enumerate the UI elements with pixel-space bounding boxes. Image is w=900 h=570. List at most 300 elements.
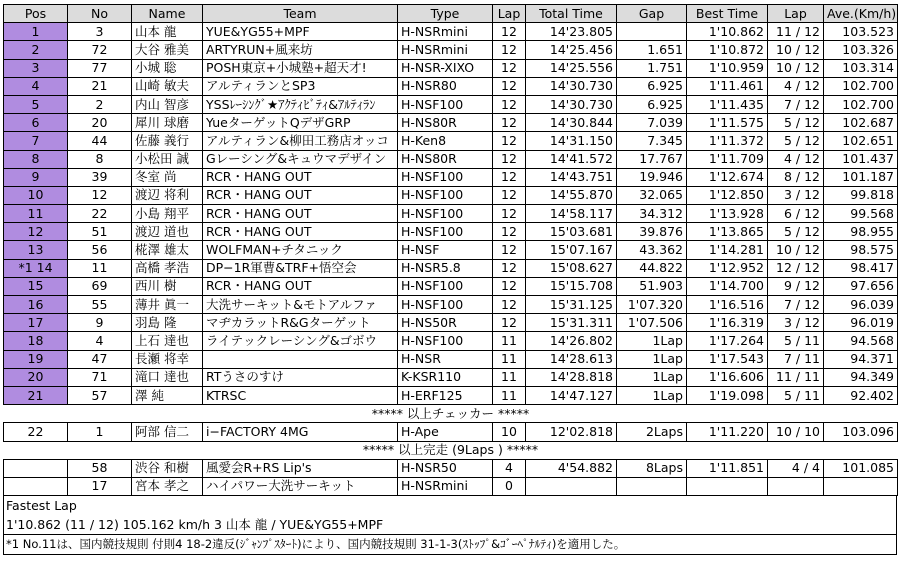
cell-total-time: 14'30.730 bbox=[526, 95, 617, 113]
cell-avg-speed: 99.568 bbox=[824, 205, 898, 223]
cell-pos: 18 bbox=[4, 332, 68, 350]
cell-total-time: 14'25.456 bbox=[526, 41, 617, 59]
cell-name: 渡辺 将利 bbox=[132, 186, 203, 204]
cell-type: H-NS50R bbox=[398, 314, 493, 332]
cell-no: 56 bbox=[68, 241, 132, 259]
cell-total-time: 14'30.730 bbox=[526, 77, 617, 95]
results-table bbox=[3, 4, 898, 496]
cell-avg-speed: 94.371 bbox=[824, 350, 898, 368]
cell-type: H-NSF100 bbox=[398, 95, 493, 113]
cell-gap: 19.946 bbox=[617, 168, 687, 186]
cell-no: 3 bbox=[68, 23, 132, 41]
cell-total-time: 14'41.572 bbox=[526, 150, 617, 168]
cell-lap: 12 bbox=[493, 168, 526, 186]
header-best-time: Best Time bbox=[687, 5, 768, 23]
cell-lap: 12 bbox=[493, 77, 526, 95]
cell-no: 55 bbox=[68, 296, 132, 314]
cell-total-time: 4'54.882 bbox=[526, 459, 617, 477]
cell-type: H-Ken8 bbox=[398, 132, 493, 150]
cell-best-lap: 5 / 12 bbox=[768, 223, 824, 241]
cell-type: H-NSR bbox=[398, 350, 493, 368]
results-sheet bbox=[3, 4, 897, 555]
cell-total-time: 14'26.802 bbox=[526, 332, 617, 350]
cell-best-lap: 3 / 12 bbox=[768, 314, 824, 332]
cell-no: 9 bbox=[68, 314, 132, 332]
cell-total-time: 14'43.751 bbox=[526, 168, 617, 186]
cell-best-lap: 11 / 12 bbox=[768, 23, 824, 41]
header-pos: Pos bbox=[4, 5, 68, 23]
cell-name: 小島 翔平 bbox=[132, 205, 203, 223]
cell-pos: 22 bbox=[4, 423, 68, 441]
cell-pos: 11 bbox=[4, 205, 68, 223]
cell-best-lap: 12 / 12 bbox=[768, 259, 824, 277]
cell-avg-speed: 102.651 bbox=[824, 132, 898, 150]
header-no: No bbox=[68, 5, 132, 23]
cell-lap: 12 bbox=[493, 41, 526, 59]
cell-best-time: 1'11.372 bbox=[687, 132, 768, 150]
cell-lap: 4 bbox=[493, 459, 526, 477]
table-row bbox=[4, 314, 898, 332]
cell-pos: 6 bbox=[4, 114, 68, 132]
cell-team: ハイパワー大洗サーキット bbox=[203, 477, 398, 495]
cell-best-time: 1'12.952 bbox=[687, 259, 768, 277]
cell-no: 44 bbox=[68, 132, 132, 150]
header-avg-speed: Ave.(Km/h) bbox=[824, 5, 898, 23]
table-row bbox=[4, 296, 898, 314]
cell-lap: 12 bbox=[493, 296, 526, 314]
cell-type: H-NS80R bbox=[398, 114, 493, 132]
cell-gap: 8Laps bbox=[617, 459, 687, 477]
cell-gap bbox=[617, 477, 687, 495]
cell-no: 39 bbox=[68, 168, 132, 186]
cell-lap: 12 bbox=[493, 150, 526, 168]
cell-no: 20 bbox=[68, 114, 132, 132]
header-type: Type bbox=[398, 5, 493, 23]
cell-team: アルティラン&柳田工務店オッコ bbox=[203, 132, 398, 150]
cell-pos: 9 bbox=[4, 168, 68, 186]
cell-team: RTうさのすけ bbox=[203, 368, 398, 386]
table-row bbox=[4, 132, 898, 150]
cell-type: H-NSR5.8 bbox=[398, 259, 493, 277]
cell-name: 滝口 達也 bbox=[132, 368, 203, 386]
cell-gap: 1'07.506 bbox=[617, 314, 687, 332]
cell-best-lap: 10 / 10 bbox=[768, 423, 824, 441]
cell-lap: 0 bbox=[493, 477, 526, 495]
cell-total-time: 15'31.125 bbox=[526, 296, 617, 314]
cell-gap: 1Lap bbox=[617, 386, 687, 404]
header-lap: Lap bbox=[493, 5, 526, 23]
table-row bbox=[4, 332, 898, 350]
cell-team: YueターゲットQデザGRP bbox=[203, 114, 398, 132]
cell-best-lap: 11 / 11 bbox=[768, 368, 824, 386]
cell-no: 72 bbox=[68, 41, 132, 59]
cell-team bbox=[203, 350, 398, 368]
cell-gap: 34.312 bbox=[617, 205, 687, 223]
cell-type: H-NS80R bbox=[398, 150, 493, 168]
cell-avg-speed: 103.314 bbox=[824, 59, 898, 77]
cell-best-lap bbox=[768, 477, 824, 495]
cell-team: RCR・HANG OUT bbox=[203, 223, 398, 241]
cell-no: 11 bbox=[68, 259, 132, 277]
cell-name: 小松田 誠 bbox=[132, 150, 203, 168]
separator-row bbox=[4, 441, 898, 459]
cell-name: 宮本 孝之 bbox=[132, 477, 203, 495]
cell-no: 58 bbox=[68, 459, 132, 477]
cell-type: H-NSR50 bbox=[398, 459, 493, 477]
cell-pos bbox=[4, 459, 68, 477]
cell-no: 22 bbox=[68, 205, 132, 223]
cell-name: 佐藤 義行 bbox=[132, 132, 203, 150]
cell-total-time: 15'07.167 bbox=[526, 241, 617, 259]
cell-total-time: 14'28.613 bbox=[526, 350, 617, 368]
cell-lap: 12 bbox=[493, 59, 526, 77]
cell-lap: 12 bbox=[493, 114, 526, 132]
cell-best-time: 1'14.700 bbox=[687, 277, 768, 295]
table-row bbox=[4, 186, 898, 204]
cell-pos: 19 bbox=[4, 350, 68, 368]
cell-avg-speed: 98.955 bbox=[824, 223, 898, 241]
cell-best-time: 1'11.461 bbox=[687, 77, 768, 95]
cell-type: H-NSF100 bbox=[398, 277, 493, 295]
cell-pos: 20 bbox=[4, 368, 68, 386]
table-row bbox=[4, 350, 898, 368]
cell-total-time: 14'30.844 bbox=[526, 114, 617, 132]
table-row bbox=[4, 95, 898, 113]
cell-type: H-NSRmini bbox=[398, 477, 493, 495]
cell-gap: 1.751 bbox=[617, 59, 687, 77]
cell-no: 77 bbox=[68, 59, 132, 77]
cell-type: H-NSRmini bbox=[398, 23, 493, 41]
cell-best-lap: 3 / 12 bbox=[768, 186, 824, 204]
cell-type: H-NSR-XIXO bbox=[398, 59, 493, 77]
cell-best-lap: 5 / 12 bbox=[768, 132, 824, 150]
cell-best-lap: 9 / 12 bbox=[768, 277, 824, 295]
cell-avg-speed: 101.437 bbox=[824, 150, 898, 168]
cell-best-time: 1'11.851 bbox=[687, 459, 768, 477]
cell-gap: 1Lap bbox=[617, 332, 687, 350]
cell-team: RCR・HANG OUT bbox=[203, 205, 398, 223]
header-best-lap: Lap bbox=[768, 5, 824, 23]
cell-best-time: 1'16.516 bbox=[687, 296, 768, 314]
cell-best-lap: 7 / 12 bbox=[768, 296, 824, 314]
cell-total-time: 14'47.127 bbox=[526, 386, 617, 404]
table-row bbox=[4, 477, 898, 495]
cell-best-time bbox=[687, 477, 768, 495]
cell-type: K-KSR110 bbox=[398, 368, 493, 386]
cell-type: H-NSF100 bbox=[398, 332, 493, 350]
cell-avg-speed: 102.687 bbox=[824, 114, 898, 132]
cell-pos: 12 bbox=[4, 223, 68, 241]
cell-avg-speed: 102.700 bbox=[824, 95, 898, 113]
cell-best-lap: 7 / 11 bbox=[768, 350, 824, 368]
cell-team: KTRSC bbox=[203, 386, 398, 404]
cell-type: H-Ape bbox=[398, 423, 493, 441]
cell-avg-speed: 101.187 bbox=[824, 168, 898, 186]
cell-name: 椛澤 雄太 bbox=[132, 241, 203, 259]
cell-team: RCR・HANG OUT bbox=[203, 168, 398, 186]
cell-name: 大谷 雅美 bbox=[132, 41, 203, 59]
header-total-time: Total Time bbox=[526, 5, 617, 23]
cell-pos: 2 bbox=[4, 41, 68, 59]
cell-avg-speed: 99.818 bbox=[824, 186, 898, 204]
cell-lap: 12 bbox=[493, 314, 526, 332]
cell-pos: 21 bbox=[4, 386, 68, 404]
cell-gap: 1Lap bbox=[617, 350, 687, 368]
cell-gap: 17.767 bbox=[617, 150, 687, 168]
cell-best-time: 1'17.543 bbox=[687, 350, 768, 368]
cell-no: 47 bbox=[68, 350, 132, 368]
cell-total-time: 14'25.556 bbox=[526, 59, 617, 77]
cell-pos bbox=[4, 477, 68, 495]
cell-total-time: 15'31.311 bbox=[526, 314, 617, 332]
separator-row bbox=[4, 405, 898, 423]
cell-team: 風愛会R+RS Lip's bbox=[203, 459, 398, 477]
results-body bbox=[4, 23, 898, 496]
cell-no: 57 bbox=[68, 386, 132, 404]
cell-total-time: 14'55.870 bbox=[526, 186, 617, 204]
cell-best-time: 1'19.098 bbox=[687, 386, 768, 404]
cell-lap: 11 bbox=[493, 368, 526, 386]
cell-avg-speed: 98.417 bbox=[824, 259, 898, 277]
cell-avg-speed: 96.019 bbox=[824, 314, 898, 332]
cell-no: 4 bbox=[68, 332, 132, 350]
cell-avg-speed: 103.326 bbox=[824, 41, 898, 59]
table-row bbox=[4, 223, 898, 241]
cell-pos: 5 bbox=[4, 95, 68, 113]
table-row bbox=[4, 168, 898, 186]
cell-lap: 11 bbox=[493, 350, 526, 368]
cell-best-time: 1'13.865 bbox=[687, 223, 768, 241]
cell-lap: 12 bbox=[493, 23, 526, 41]
cell-best-time: 1'12.850 bbox=[687, 186, 768, 204]
cell-no: 17 bbox=[68, 477, 132, 495]
cell-gap: 44.822 bbox=[617, 259, 687, 277]
cell-type: H-NSR80 bbox=[398, 77, 493, 95]
cell-team: WOLFMAN+チタニック bbox=[203, 241, 398, 259]
cell-gap: 32.065 bbox=[617, 186, 687, 204]
cell-avg-speed: 98.575 bbox=[824, 241, 898, 259]
cell-pos: *1 14 bbox=[4, 259, 68, 277]
table-row bbox=[4, 77, 898, 95]
cell-lap: 12 bbox=[493, 223, 526, 241]
cell-team: i−FACTORY 4MG bbox=[203, 423, 398, 441]
cell-best-time: 1'10.959 bbox=[687, 59, 768, 77]
cell-lap: 12 bbox=[493, 277, 526, 295]
cell-gap: 39.876 bbox=[617, 223, 687, 241]
cell-type: H-NSF100 bbox=[398, 296, 493, 314]
cell-pos: 16 bbox=[4, 296, 68, 314]
cell-pos: 17 bbox=[4, 314, 68, 332]
penalty-note: *1 No.11は、国内競技規則 付則4 18-2違反(ｼﾞｬﾝﾌﾟｽﾀｰﾄ)により、国内競技規則 31-1-3(ｽﾄｯﾌﾟ&ｺﾞｰﾍﾟﾅﾙﾃｨ)を適用した。 bbox=[4, 534, 896, 554]
cell-best-lap: 10 / 12 bbox=[768, 41, 824, 59]
cell-lap: 12 bbox=[493, 95, 526, 113]
cell-best-time: 1'16.606 bbox=[687, 368, 768, 386]
cell-type: H-NSF100 bbox=[398, 205, 493, 223]
cell-team: RCR・HANG OUT bbox=[203, 277, 398, 295]
cell-lap: 12 bbox=[493, 205, 526, 223]
header-gap: Gap bbox=[617, 5, 687, 23]
cell-no: 8 bbox=[68, 150, 132, 168]
cell-best-time: 1'10.872 bbox=[687, 41, 768, 59]
cell-name: 薄井 眞一 bbox=[132, 296, 203, 314]
table-row bbox=[4, 150, 898, 168]
results-footer bbox=[3, 496, 897, 555]
cell-total-time: 14'31.150 bbox=[526, 132, 617, 150]
header-team: Team bbox=[203, 5, 398, 23]
cell-name: 羽島 隆 bbox=[132, 314, 203, 332]
cell-avg-speed: 101.085 bbox=[824, 459, 898, 477]
cell-lap: 11 bbox=[493, 386, 526, 404]
cell-avg-speed: 94.349 bbox=[824, 368, 898, 386]
cell-best-time: 1'16.319 bbox=[687, 314, 768, 332]
cell-type: H-NSF100 bbox=[398, 223, 493, 241]
cell-best-lap: 7 / 12 bbox=[768, 95, 824, 113]
cell-team: YUE&YG55+MPF bbox=[203, 23, 398, 41]
cell-avg-speed: 92.402 bbox=[824, 386, 898, 404]
cell-name: 高橋 孝浩 bbox=[132, 259, 203, 277]
table-row bbox=[4, 205, 898, 223]
cell-best-lap: 4 / 4 bbox=[768, 459, 824, 477]
cell-type: H-NSF100 bbox=[398, 168, 493, 186]
header-name: Name bbox=[132, 5, 203, 23]
cell-best-lap: 10 / 12 bbox=[768, 241, 824, 259]
cell-best-lap: 6 / 12 bbox=[768, 205, 824, 223]
cell-total-time: 14'28.818 bbox=[526, 368, 617, 386]
cell-pos: 13 bbox=[4, 241, 68, 259]
cell-total-time: 14'23.805 bbox=[526, 23, 617, 41]
table-row bbox=[4, 368, 898, 386]
cell-pos: 10 bbox=[4, 186, 68, 204]
cell-pos: 15 bbox=[4, 277, 68, 295]
table-row bbox=[4, 386, 898, 404]
cell-best-time: 1'12.674 bbox=[687, 168, 768, 186]
cell-name: 山本 龍 bbox=[132, 23, 203, 41]
cell-lap: 11 bbox=[493, 332, 526, 350]
cell-lap: 12 bbox=[493, 259, 526, 277]
cell-gap: 6.925 bbox=[617, 95, 687, 113]
cell-no: 12 bbox=[68, 186, 132, 204]
cell-no: 2 bbox=[68, 95, 132, 113]
cell-name: 内山 智彦 bbox=[132, 95, 203, 113]
cell-total-time: 15'15.708 bbox=[526, 277, 617, 295]
cell-gap: 6.925 bbox=[617, 77, 687, 95]
cell-type: H-NSRmini bbox=[398, 41, 493, 59]
cell-name: 渋谷 和樹 bbox=[132, 459, 203, 477]
cell-best-lap: 5 / 12 bbox=[768, 114, 824, 132]
table-row bbox=[4, 41, 898, 59]
cell-team: YSSﾚｰｼﾝｸﾞ★ｱｸﾃｨﾋﾞﾃｨ&ｱﾙﾃｨﾗﾝ bbox=[203, 95, 398, 113]
cell-best-lap: 5 / 11 bbox=[768, 386, 824, 404]
fastest-lap-line: 1'10.862 (11 / 12) 105.162 km/h 3 山本 龍 / YUE&YG55+MPF bbox=[6, 517, 384, 533]
cell-no: 21 bbox=[68, 77, 132, 95]
cell-type: H-NSF100 bbox=[398, 186, 493, 204]
cell-lap: 12 bbox=[493, 132, 526, 150]
cell-name: 上石 達也 bbox=[132, 332, 203, 350]
cell-best-time: 1'10.862 bbox=[687, 23, 768, 41]
cell-lap: 12 bbox=[493, 186, 526, 204]
cell-name: 渡辺 道也 bbox=[132, 223, 203, 241]
cell-gap: 1Lap bbox=[617, 368, 687, 386]
cell-name: 西川 樹 bbox=[132, 277, 203, 295]
cell-name: 澤 純 bbox=[132, 386, 203, 404]
cell-best-lap: 8 / 12 bbox=[768, 168, 824, 186]
cell-type: H-ERF125 bbox=[398, 386, 493, 404]
cell-total-time: 12'02.818 bbox=[526, 423, 617, 441]
cell-type: H-NSF bbox=[398, 241, 493, 259]
cell-name: 阿部 信二 bbox=[132, 423, 203, 441]
table-row bbox=[4, 259, 898, 277]
cell-avg-speed: 97.656 bbox=[824, 277, 898, 295]
table-row bbox=[4, 423, 898, 441]
cell-name: 犀川 球磨 bbox=[132, 114, 203, 132]
cell-total-time: 15'03.681 bbox=[526, 223, 617, 241]
cell-pos: 3 bbox=[4, 59, 68, 77]
cell-pos: 1 bbox=[4, 23, 68, 41]
table-row bbox=[4, 277, 898, 295]
cell-best-lap: 4 / 12 bbox=[768, 150, 824, 168]
cell-best-time: 1'17.264 bbox=[687, 332, 768, 350]
cell-team: RCR・HANG OUT bbox=[203, 186, 398, 204]
cell-team: ARTYRUN+風来坊 bbox=[203, 41, 398, 59]
cell-avg-speed: 94.568 bbox=[824, 332, 898, 350]
cell-name: 山崎 敏夫 bbox=[132, 77, 203, 95]
table-row bbox=[4, 459, 898, 477]
cell-gap: 51.903 bbox=[617, 277, 687, 295]
cell-team: Gレーシング&キュウマデザイン bbox=[203, 150, 398, 168]
cell-best-time: 1'14.281 bbox=[687, 241, 768, 259]
cell-best-time: 1'11.435 bbox=[687, 95, 768, 113]
table-row bbox=[4, 114, 898, 132]
cell-name: 冬室 尚 bbox=[132, 168, 203, 186]
cell-total-time bbox=[526, 477, 617, 495]
cell-team: アルティランとSP3 bbox=[203, 77, 398, 95]
cell-best-time: 1'13.928 bbox=[687, 205, 768, 223]
header-row bbox=[4, 5, 898, 23]
cell-team: 大洗サーキット&モトアルファ bbox=[203, 296, 398, 314]
cell-gap: 2Laps bbox=[617, 423, 687, 441]
separator-label: ***** 以上チェッカー ***** bbox=[4, 405, 898, 423]
cell-best-time: 1'11.709 bbox=[687, 150, 768, 168]
cell-gap: 7.039 bbox=[617, 114, 687, 132]
cell-avg-speed bbox=[824, 477, 898, 495]
cell-lap: 12 bbox=[493, 241, 526, 259]
cell-team: DP−1R軍曹&TRF+悟空会 bbox=[203, 259, 398, 277]
cell-best-lap: 10 / 12 bbox=[768, 59, 824, 77]
cell-no: 71 bbox=[68, 368, 132, 386]
cell-pos: 8 bbox=[4, 150, 68, 168]
cell-gap: 43.362 bbox=[617, 241, 687, 259]
cell-no: 1 bbox=[68, 423, 132, 441]
cell-avg-speed: 103.523 bbox=[824, 23, 898, 41]
separator-label: ***** 以上完走 (9Laps ) ***** bbox=[4, 441, 898, 459]
cell-total-time: 15'08.627 bbox=[526, 259, 617, 277]
cell-gap: 7.345 bbox=[617, 132, 687, 150]
cell-total-time: 14'58.117 bbox=[526, 205, 617, 223]
table-row bbox=[4, 59, 898, 77]
cell-name: 小城 聡 bbox=[132, 59, 203, 77]
cell-best-time: 1'11.220 bbox=[687, 423, 768, 441]
cell-avg-speed: 103.096 bbox=[824, 423, 898, 441]
cell-team: ライテックレーシング&ゴボウ bbox=[203, 332, 398, 350]
cell-team: マヂカラットR&Gターゲット bbox=[203, 314, 398, 332]
cell-gap bbox=[617, 23, 687, 41]
cell-name: 長瀬 将幸 bbox=[132, 350, 203, 368]
cell-best-time: 1'11.575 bbox=[687, 114, 768, 132]
cell-avg-speed: 102.700 bbox=[824, 77, 898, 95]
table-row bbox=[4, 241, 898, 259]
cell-best-lap: 5 / 11 bbox=[768, 332, 824, 350]
cell-pos: 4 bbox=[4, 77, 68, 95]
